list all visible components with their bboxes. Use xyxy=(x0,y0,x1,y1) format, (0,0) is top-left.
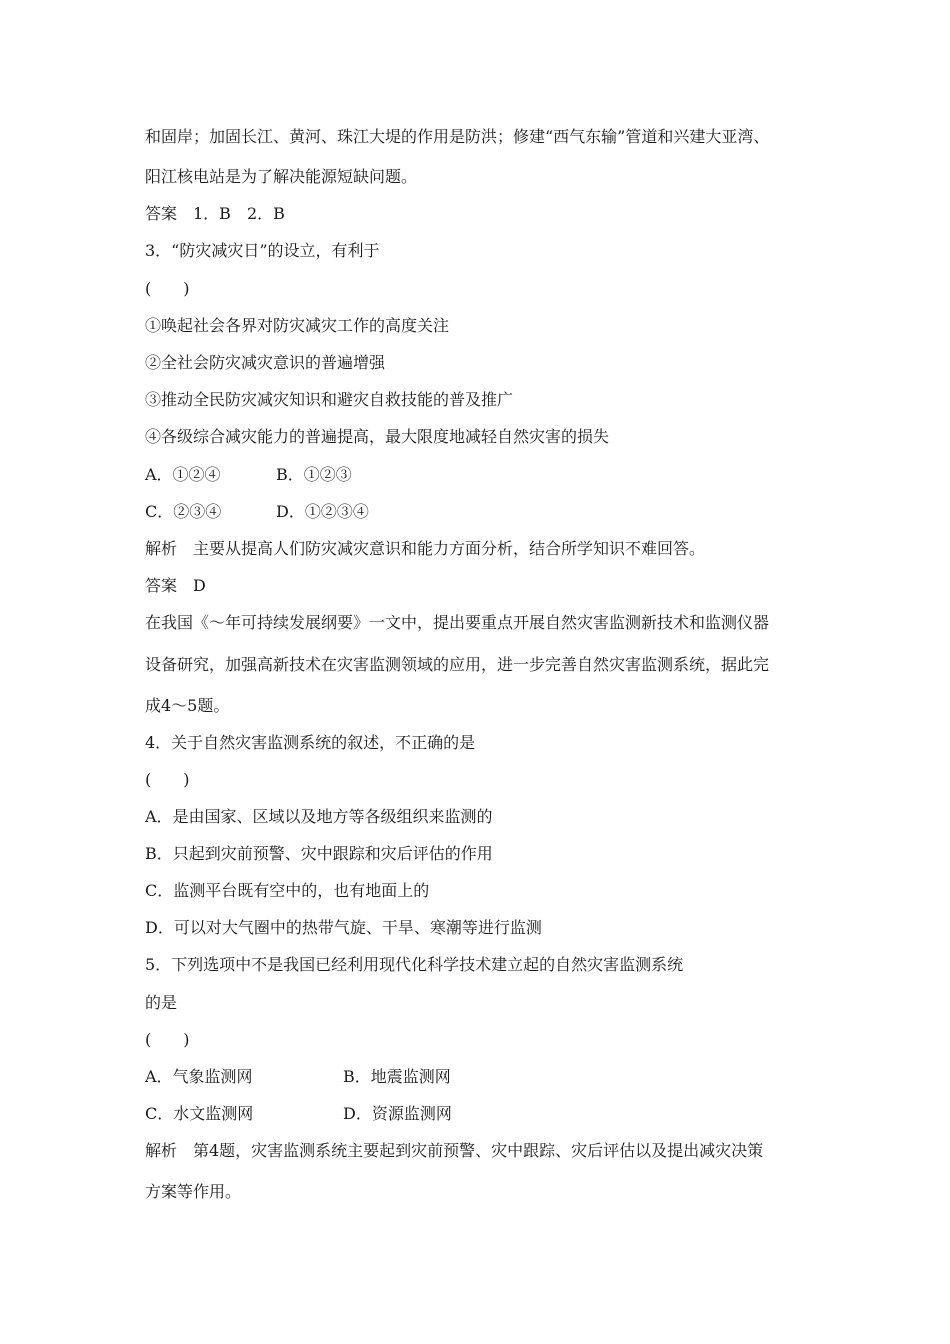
passage-line: 成4～5题。 xyxy=(145,696,230,715)
option-b: B．①②③ xyxy=(276,465,352,484)
answer-line: 答案 1．B 2．B xyxy=(145,204,285,223)
option-d: D．可以对大气圈中的热带气旋、干旱、寒潮等进行监测 xyxy=(145,918,542,937)
statement-item: ①唤起社会各界对防灾减灾工作的高度关注 xyxy=(145,316,450,335)
question-5-stem-continued: 的是 xyxy=(145,993,178,1012)
option-d: D．①②③④ xyxy=(276,502,369,521)
analysis-line: 解析 第4题，灾害监测系统主要起到灾前预警、灾中跟踪、灾后评估以及提出减灾决策 xyxy=(145,1141,764,1160)
question-4-stem: 4．关于自然灾害监测系统的叙述，不正确的是 xyxy=(145,733,476,752)
answer-bracket: ( ) xyxy=(145,1030,190,1049)
statement-item: ②全社会防灾减灾意识的普遍增强 xyxy=(145,353,386,372)
statement-item: ④各级综合减灾能力的普遍提高，最大限度地减轻自然灾害的损失 xyxy=(145,427,610,446)
option-c: C．监测平台既有空中的，也有地面上的 xyxy=(145,881,430,900)
option-b: B．只起到灾前预警、灾中跟踪和灾后评估的作用 xyxy=(145,844,493,863)
option-b: B．地震监测网 xyxy=(343,1067,451,1086)
question-5-stem: 5．下列选项中不是我国已经利用现代化科学技术建立起的自然灾害监测系统 xyxy=(145,955,684,974)
answer-bracket: ( ) xyxy=(145,770,190,789)
option-a: A．是由国家、区域以及地方等各级组织来监测的 xyxy=(145,807,493,826)
option-c: C．②③④ xyxy=(145,502,222,521)
analysis-text-line: 和固岸；加固长江、黄河、珠江大堤的作用是防洪；修建“西气东输”管道和兴建大亚湾、 xyxy=(145,127,770,146)
option-c: C．水文监测网 xyxy=(145,1104,254,1123)
option-d: D．资源监测网 xyxy=(343,1104,452,1123)
statement-item: ③推动全民防灾减灾知识和避灾自救技能的普及推广 xyxy=(145,390,514,409)
passage-line: 设备研究，加强高新技术在灾害监测领域的应用，进一步完善自然灾害监测系统，据此完 xyxy=(145,655,770,674)
option-a: A．①②④ xyxy=(145,465,221,484)
question-3-stem: 3．“防灾减灾日”的设立，有利于 xyxy=(145,241,380,260)
passage-line: 在我国《～年可持续发展纲要》一文中，提出要重点开展自然灾害监测新技术和监测仪器 xyxy=(145,613,770,632)
analysis-line: 解析 主要从提高人们防灾减灾意识和能力方面分析，结合所学知识不难回答。 xyxy=(145,539,706,558)
option-a: A．气象监测网 xyxy=(145,1067,253,1086)
answer-line: 答案 D xyxy=(145,576,206,595)
analysis-text-line: 阳江核电站是为了解决能源短缺问题。 xyxy=(145,167,418,186)
analysis-line: 方案等作用。 xyxy=(145,1182,242,1201)
answer-bracket: ( ) xyxy=(145,279,190,298)
